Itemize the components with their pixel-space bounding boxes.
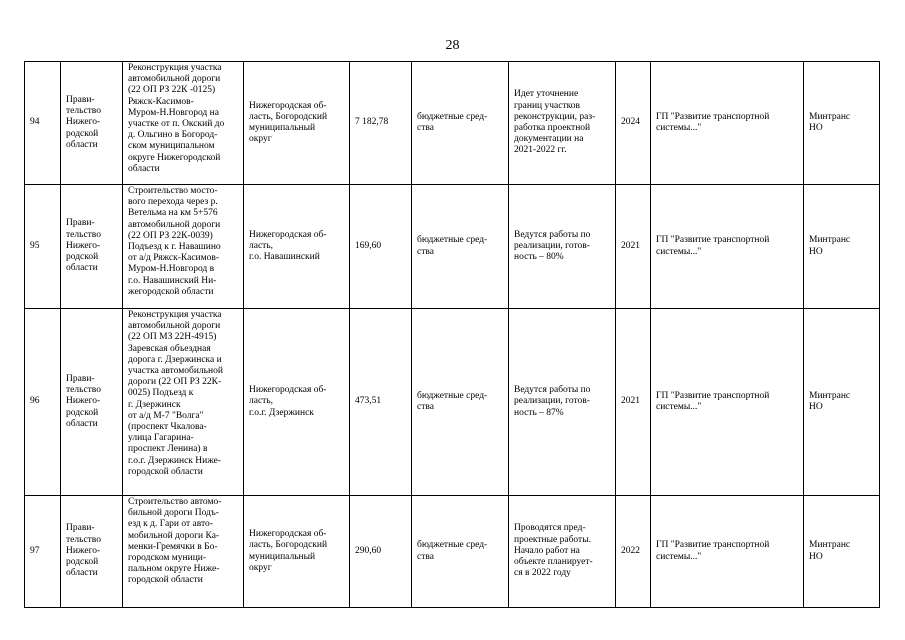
cell-text-line: Нижегородская об- <box>249 529 327 540</box>
cell-text-line: родской <box>66 557 99 568</box>
cell-text-line: проектные работы. <box>514 534 591 545</box>
cell-text-line: Нижего- <box>66 396 101 407</box>
cell-text-line: Нижего- <box>66 545 101 556</box>
cell-text-line: (проспект Чкалова- <box>128 422 207 433</box>
cost-cell: 7 182,78 <box>350 62 412 185</box>
cell-text-line: тельство <box>66 534 101 545</box>
cell-text-line: (22 ОП РЗ 22К -0125) <box>128 85 216 96</box>
cell-text-line: родской <box>66 407 99 418</box>
cell-text-line: Муром-Н.Новгород на <box>128 107 219 118</box>
cell-text-line: НО <box>809 551 823 562</box>
cell-text-line: г.о.г. Дзержинск <box>249 407 314 418</box>
cell-text-line: от а/д М-7 "Волга" <box>128 410 204 421</box>
page-number: 28 <box>445 38 460 53</box>
row-number-cell: 95 <box>25 185 61 309</box>
customer-cell <box>61 309 123 496</box>
status-cell <box>509 185 616 309</box>
object-description-cell <box>123 496 244 608</box>
cell-text-line: д. Ольгино в Богород- <box>128 130 218 141</box>
cell-text-line: дороги (22 ОП РЗ 22К- <box>128 377 222 388</box>
cell-text-line: системы..." <box>656 402 702 412</box>
cell-text-line: НО <box>809 123 823 133</box>
completion-year-cell: 2021 <box>616 309 651 496</box>
cell-text-line: работка проектной <box>514 123 591 133</box>
cell-text-line: ства <box>417 551 434 562</box>
table-row <box>25 62 880 185</box>
location-cell <box>244 185 350 309</box>
responsible-cell <box>804 62 880 185</box>
cell-text-line: границ участков <box>514 100 580 111</box>
cell-text-line: вого перехода через р. <box>128 197 218 208</box>
cell-text-line: 2021-2022 гг. <box>514 145 567 156</box>
cell-text-line: городском муници- <box>128 553 207 564</box>
cell-text-line: городской области <box>128 466 203 477</box>
cell-text-line: Строительство мосто- <box>128 186 218 196</box>
table-row <box>25 185 880 309</box>
cell-text-line: ласть, Богородский <box>249 111 328 122</box>
cell-text-line: ГП "Развитие транспортной <box>656 540 770 551</box>
funding-source-cell <box>412 62 509 185</box>
responsible-cell <box>804 309 880 496</box>
cell-text-line: Ведутся работы по <box>514 229 591 240</box>
cell-text-line: родской <box>66 128 99 139</box>
customer-cell <box>61 62 123 185</box>
location-cell <box>244 62 350 185</box>
program-cell <box>651 62 804 185</box>
cost-cell: 473,51 <box>350 309 412 496</box>
cell-text-line: тельство <box>66 229 101 240</box>
cell-text-line: бильной дороги Подъ- <box>128 508 219 519</box>
cell-text-line: Минтранс <box>809 111 851 122</box>
cell-text-line: Муром-Н.Новгород в <box>128 264 215 275</box>
cell-text-line: ГП "Развитие транспортной <box>656 111 770 122</box>
location-cell <box>244 496 350 608</box>
cell-text-line: Минтранс <box>809 235 851 246</box>
cell-text-line: ласть, <box>249 240 274 251</box>
completion-year-cell: 2021 <box>616 185 651 309</box>
cell-text-line: бюджетные сред- <box>417 235 488 246</box>
cell-text-line: дорога г. Дзержинска и <box>128 354 222 365</box>
cell-text-line: (22 ОП МЗ 22Н-4915) <box>128 332 217 343</box>
row-number-cell: 97 <box>25 496 61 608</box>
object-description-cell <box>123 309 244 496</box>
cell-text-line: Прави- <box>66 218 95 229</box>
row-number-cell: 94 <box>25 62 61 185</box>
cell-text-line: улица Гагарина- <box>128 433 194 444</box>
cell-text-line: г.о.г. Дзержинск Ниже- <box>128 455 222 466</box>
cell-text-line: округ <box>249 562 272 573</box>
cell-text-line: НО <box>809 402 823 412</box>
cell-text-line: автомобильной дороги <box>128 74 221 85</box>
cell-text-line: Проводятся пред- <box>514 523 586 534</box>
cell-text-line: Ветельма на км 5+576 <box>128 208 218 219</box>
row-number-cell: 96 <box>25 309 61 496</box>
cell-text-line: автомобильной дороги <box>128 219 221 230</box>
cell-text-line: участка автомобильной <box>128 366 223 377</box>
cell-text-line: Реконструкция участка <box>128 63 222 73</box>
cell-text-line: жегородской области <box>128 286 214 297</box>
responsible-cell <box>804 496 880 608</box>
cell-text-line: городской области <box>128 575 203 586</box>
cell-text-line: муниципальный <box>249 551 316 562</box>
cell-text-line: г. Дзержинск <box>128 399 181 410</box>
cell-text-line: реконструкции, раз- <box>514 111 596 122</box>
cell-text-line: г.о. Навашинский <box>249 252 320 263</box>
program-cell <box>651 496 804 608</box>
program-cell <box>651 309 804 496</box>
cell-text-line: ность – 80% <box>514 252 564 263</box>
cell-text-line: области <box>66 418 98 429</box>
cell-text-line: области <box>66 139 98 150</box>
cell-text-line: проспект Ленина) в <box>128 444 208 455</box>
cell-text-line: реализации, готов- <box>514 396 590 407</box>
cell-text-line: муниципальный <box>249 123 316 133</box>
cell-text-line: Реконструкция участка <box>128 310 222 320</box>
cell-text-line: ском муниципальном <box>128 141 215 152</box>
cell-text-line: Нижегородская об- <box>249 385 327 396</box>
cell-text-line: Ряжск-Касимов- <box>128 96 194 107</box>
cell-text-line: тельство <box>66 106 101 117</box>
object-description-cell <box>123 62 244 185</box>
funding-source-cell <box>412 309 509 496</box>
cell-text-line: мобильной дороги Ка- <box>128 530 220 541</box>
cell-text-line: г.о. Навашинский Ни- <box>128 275 217 286</box>
cell-text-line: Прави- <box>66 94 95 105</box>
cell-text-line: Начало работ на <box>514 545 580 556</box>
object-description-cell <box>123 185 244 309</box>
cell-text-line: тельство <box>66 385 101 396</box>
responsible-cell <box>804 185 880 309</box>
cell-text-line: НО <box>809 246 823 257</box>
cell-text-line: ность – 87% <box>514 407 564 418</box>
cell-text-line: ГП "Развитие транспортной <box>656 235 770 246</box>
cell-text-line: родской <box>66 252 99 263</box>
cell-text-line: автомобильной дороги <box>128 321 221 332</box>
status-cell <box>509 496 616 608</box>
cell-text-line: езд к д. Гари от авто- <box>128 519 213 530</box>
cell-text-line: ства <box>417 246 434 257</box>
cell-text-line: 0025) Подъезд к <box>128 388 194 399</box>
customer-cell <box>61 185 123 309</box>
cell-text-line: ства <box>417 402 434 412</box>
cell-text-line: системы..." <box>656 246 702 257</box>
cell-text-line: области <box>66 263 98 274</box>
cell-text-line: Прави- <box>66 523 95 534</box>
cell-text-line: объекте планирует- <box>514 557 593 568</box>
cell-text-line: бюджетные сред- <box>417 390 488 401</box>
funding-source-cell <box>412 185 509 309</box>
table-row <box>25 309 880 496</box>
projects-table <box>24 61 880 608</box>
completion-year-cell: 2022 <box>616 496 651 608</box>
cell-text-line: Идет уточнение <box>514 89 579 100</box>
cell-text-line: ласть, <box>249 396 274 407</box>
cell-text-line: Прави- <box>66 373 95 384</box>
cell-text-line: Заревская объездная <box>128 343 211 354</box>
customer-cell <box>61 496 123 608</box>
cell-text-line: менки-Гремячки в Бо- <box>128 541 218 552</box>
cell-text-line: округе Нижегородской <box>128 152 221 163</box>
completion-year-cell: 2024 <box>616 62 651 185</box>
cost-cell: 290,60 <box>350 496 412 608</box>
cell-text-line: Строительство автомо- <box>128 497 222 507</box>
cell-text-line: (22 ОП РЗ 22К-0039) <box>128 230 213 241</box>
cell-text-line: бюджетные сред- <box>417 540 488 551</box>
funding-source-cell <box>412 496 509 608</box>
cell-text-line: Нижегородская об- <box>249 100 327 111</box>
cell-text-line: Нижего- <box>66 117 101 128</box>
cell-text-line: пальном округе Ниже- <box>128 564 220 575</box>
cost-cell: 169,60 <box>350 185 412 309</box>
cell-text-line: области <box>128 163 160 174</box>
cell-text-line: Минтранс <box>809 540 851 551</box>
cell-text-line: документации на <box>514 134 584 145</box>
cell-text-line: бюджетные сред- <box>417 111 488 122</box>
cell-text-line: системы..." <box>656 123 702 133</box>
cell-text-line: Подъезд к г. Навашино <box>128 242 221 253</box>
location-cell <box>244 309 350 496</box>
cell-text-line: от а/д Ряжск-Касимов- <box>128 253 220 264</box>
status-cell <box>509 309 616 496</box>
cell-text-line: ства <box>417 123 434 133</box>
cell-text-line: реализации, готов- <box>514 240 590 251</box>
cell-text-line: области <box>66 568 98 579</box>
cell-text-line: ласть, Богородский <box>249 540 328 551</box>
cell-text-line: Ведутся работы по <box>514 385 591 396</box>
cell-text-line: Нижегородская об- <box>249 229 327 240</box>
cell-text-line: ГП "Развитие транспортной <box>656 390 770 401</box>
program-cell <box>651 185 804 309</box>
cell-text-line: ся в 2022 году <box>514 568 571 579</box>
table-row <box>25 496 880 608</box>
status-cell <box>509 62 616 185</box>
cell-text-line: участке от п. Окский до <box>128 119 225 130</box>
cell-text-line: Минтранс <box>809 390 851 401</box>
cell-text-line: Нижего- <box>66 240 101 251</box>
cell-text-line: системы..." <box>656 551 702 562</box>
cell-text-line: округ <box>249 134 272 145</box>
